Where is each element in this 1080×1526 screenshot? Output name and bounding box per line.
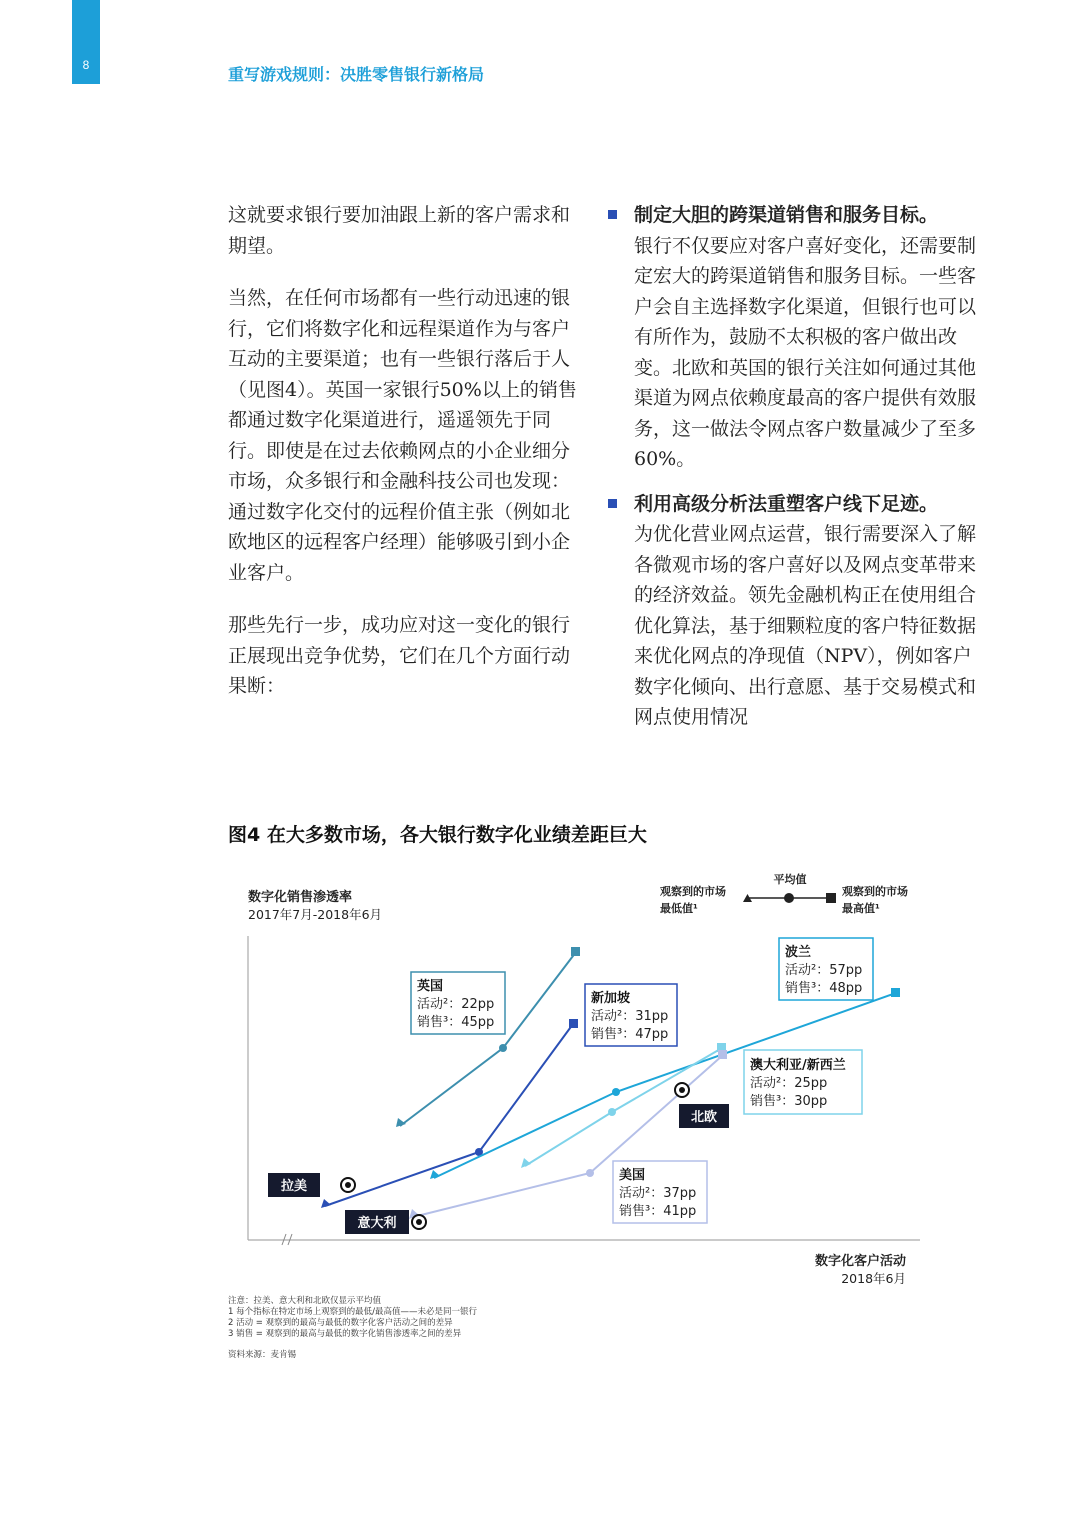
series-stat: 销售³：30pp — [750, 1094, 828, 1109]
avg-marker — [612, 1088, 620, 1096]
label-uk — [411, 972, 505, 1034]
square-bullet-icon — [608, 499, 617, 508]
y-axis-sublabel: 2017年7月-2018年6月 — [248, 907, 383, 922]
series-label: 拉美 — [280, 1179, 308, 1194]
right-column — [606, 200, 978, 747]
max-marker — [569, 1019, 578, 1028]
figure-source: 资料来源：麦肯锡 — [228, 1350, 297, 1360]
paragraph: 这就要求银行要加油跟上新的客户需求和期望。 — [228, 204, 571, 257]
page-number: 8 — [82, 58, 90, 72]
paragraph: 那些先行一步，成功应对这一变化的银行正展现出竞争优势，它们在几个方面行动果断： — [228, 614, 571, 697]
series-label: 英国 — [417, 979, 444, 994]
series-stat: 活动²：31pp — [591, 1009, 669, 1024]
avg-only-nordics — [675, 1083, 729, 1128]
note-line: 3 销售 = 观察到的最高与最低的数字化销售渗透率之间的差异 — [228, 1329, 462, 1339]
label-usa — [613, 1161, 707, 1223]
note-line: 1 每个指标在特定市场上观察到的最低/最高值——未必是同一银行 — [228, 1307, 477, 1317]
bullet-heading: 利用高级分析法重塑客户线下足迹。 — [634, 492, 939, 515]
series-label: 意大利 — [357, 1216, 397, 1231]
legend-min-label: 观察到的市场 — [660, 885, 726, 898]
avg-marker — [499, 1044, 507, 1052]
series-label: 澳大利亚/新西兰 — [750, 1058, 846, 1073]
series-stat: 销售³：48pp — [785, 981, 863, 996]
running-title: 重写游戏规则：决胜零售银行新格局 — [228, 65, 485, 84]
series-label: 波兰 — [785, 945, 812, 960]
legend — [660, 872, 908, 915]
series-singapore — [321, 1019, 578, 1208]
avg-only-latam — [268, 1173, 355, 1197]
bullet-item — [606, 489, 978, 733]
bullet-heading: 制定大胆的跨渠道销售和服务目标。 — [634, 204, 939, 226]
x-axis-sublabel: 2018年6月 — [841, 1271, 906, 1286]
note-line: 注意：拉美、意大利和北欧仅显示平均值 — [228, 1296, 382, 1306]
label-anz — [744, 1050, 862, 1114]
max-marker — [571, 947, 580, 956]
avg-marker-dot — [416, 1219, 422, 1225]
bullet-body: 银行不仅要应对客户喜好变化，还需要制定宏大的跨渠道销售和服务目标。一些客户会自主选择数字化渠道，但银行也可以有所作为，鼓励不太积极的客户做出改变。北欧和英国的银行关注如何通过其他渠道为网点依赖度最高的客户提供有效服务，这一做法令网点客户数量减少了至多60%。 — [634, 234, 977, 470]
series-stat: 销售³：45pp — [417, 1015, 495, 1030]
series-line — [325, 1024, 573, 1206]
series-stat: 活动²：37pp — [619, 1186, 697, 1201]
figure-notes — [228, 1296, 828, 1361]
label-poland — [779, 938, 873, 1000]
paragraph: 当然，在任何市场都有一些行动迅速的银行，它们将数字化和远程渠道作为与客户互动的主要渠道；也有一些银行落后于人（见图4）。英国一家银行50%以上的销售都通过数字化渠道进行，遥遥领先于同行。即使是在过去依赖网点的小企业细分市场，众多银行和金融科技公司也发现：通过数字化交付的远程价值主张（例如北欧地区的远程客户经理）能够吸引到小企业客户。 — [228, 287, 577, 584]
series-stat: 活动²：25pp — [750, 1076, 828, 1091]
max-marker — [891, 988, 900, 997]
legend-average-label: 平均值 — [773, 873, 807, 886]
series-stat: 销售³：41pp — [619, 1204, 697, 1219]
series-stat: 活动²：57pp — [785, 963, 863, 978]
legend-max-label: 观察到的市场 — [842, 885, 908, 898]
legend-max-label: 最高值¹ — [842, 902, 880, 915]
avg-marker-dot — [679, 1087, 685, 1093]
bullet-item — [606, 200, 978, 475]
legend-min-label: 最低值¹ — [660, 902, 698, 915]
series-stat: 销售³：47pp — [591, 1027, 669, 1042]
figure-title: 图4 在大多数市场，各大银行数字化业绩差距巨大 — [228, 824, 647, 846]
bullet-body: 为优化营业网点运营，银行需要深入了解各微观市场的客户喜好以及网点变革带来的经济效益。领先金融机构正在使用组合优化算法，基于细颗粒度的客户特征数据来优化网点的净现值（NPV），例如客户数字化倾向、出行意愿、基于交易模式和网点使用情况 — [634, 523, 977, 728]
left-column — [228, 200, 588, 724]
note-line: 2 活动 = 观察到的最高与最低的数字化客户活动之间的差异 — [228, 1318, 453, 1328]
label-singapore — [585, 984, 677, 1046]
square-bullet-icon — [608, 210, 617, 219]
avg-marker — [608, 1108, 616, 1116]
avg-marker — [586, 1169, 594, 1177]
series-label: 美国 — [619, 1168, 646, 1183]
y-axis-label: 数字化销售渗透率 — [248, 890, 353, 905]
max-marker — [718, 1050, 727, 1059]
avg-marker-dot — [345, 1182, 351, 1188]
chart — [0, 850, 1080, 1290]
series-stat: 活动²：22pp — [417, 997, 495, 1012]
series-label: 新加坡 — [591, 991, 631, 1006]
legend-square-icon — [826, 893, 836, 903]
legend-circle-icon — [784, 893, 794, 903]
series-label: 北欧 — [690, 1110, 718, 1125]
x-axis-label: 数字化客户活动 — [814, 1254, 906, 1269]
